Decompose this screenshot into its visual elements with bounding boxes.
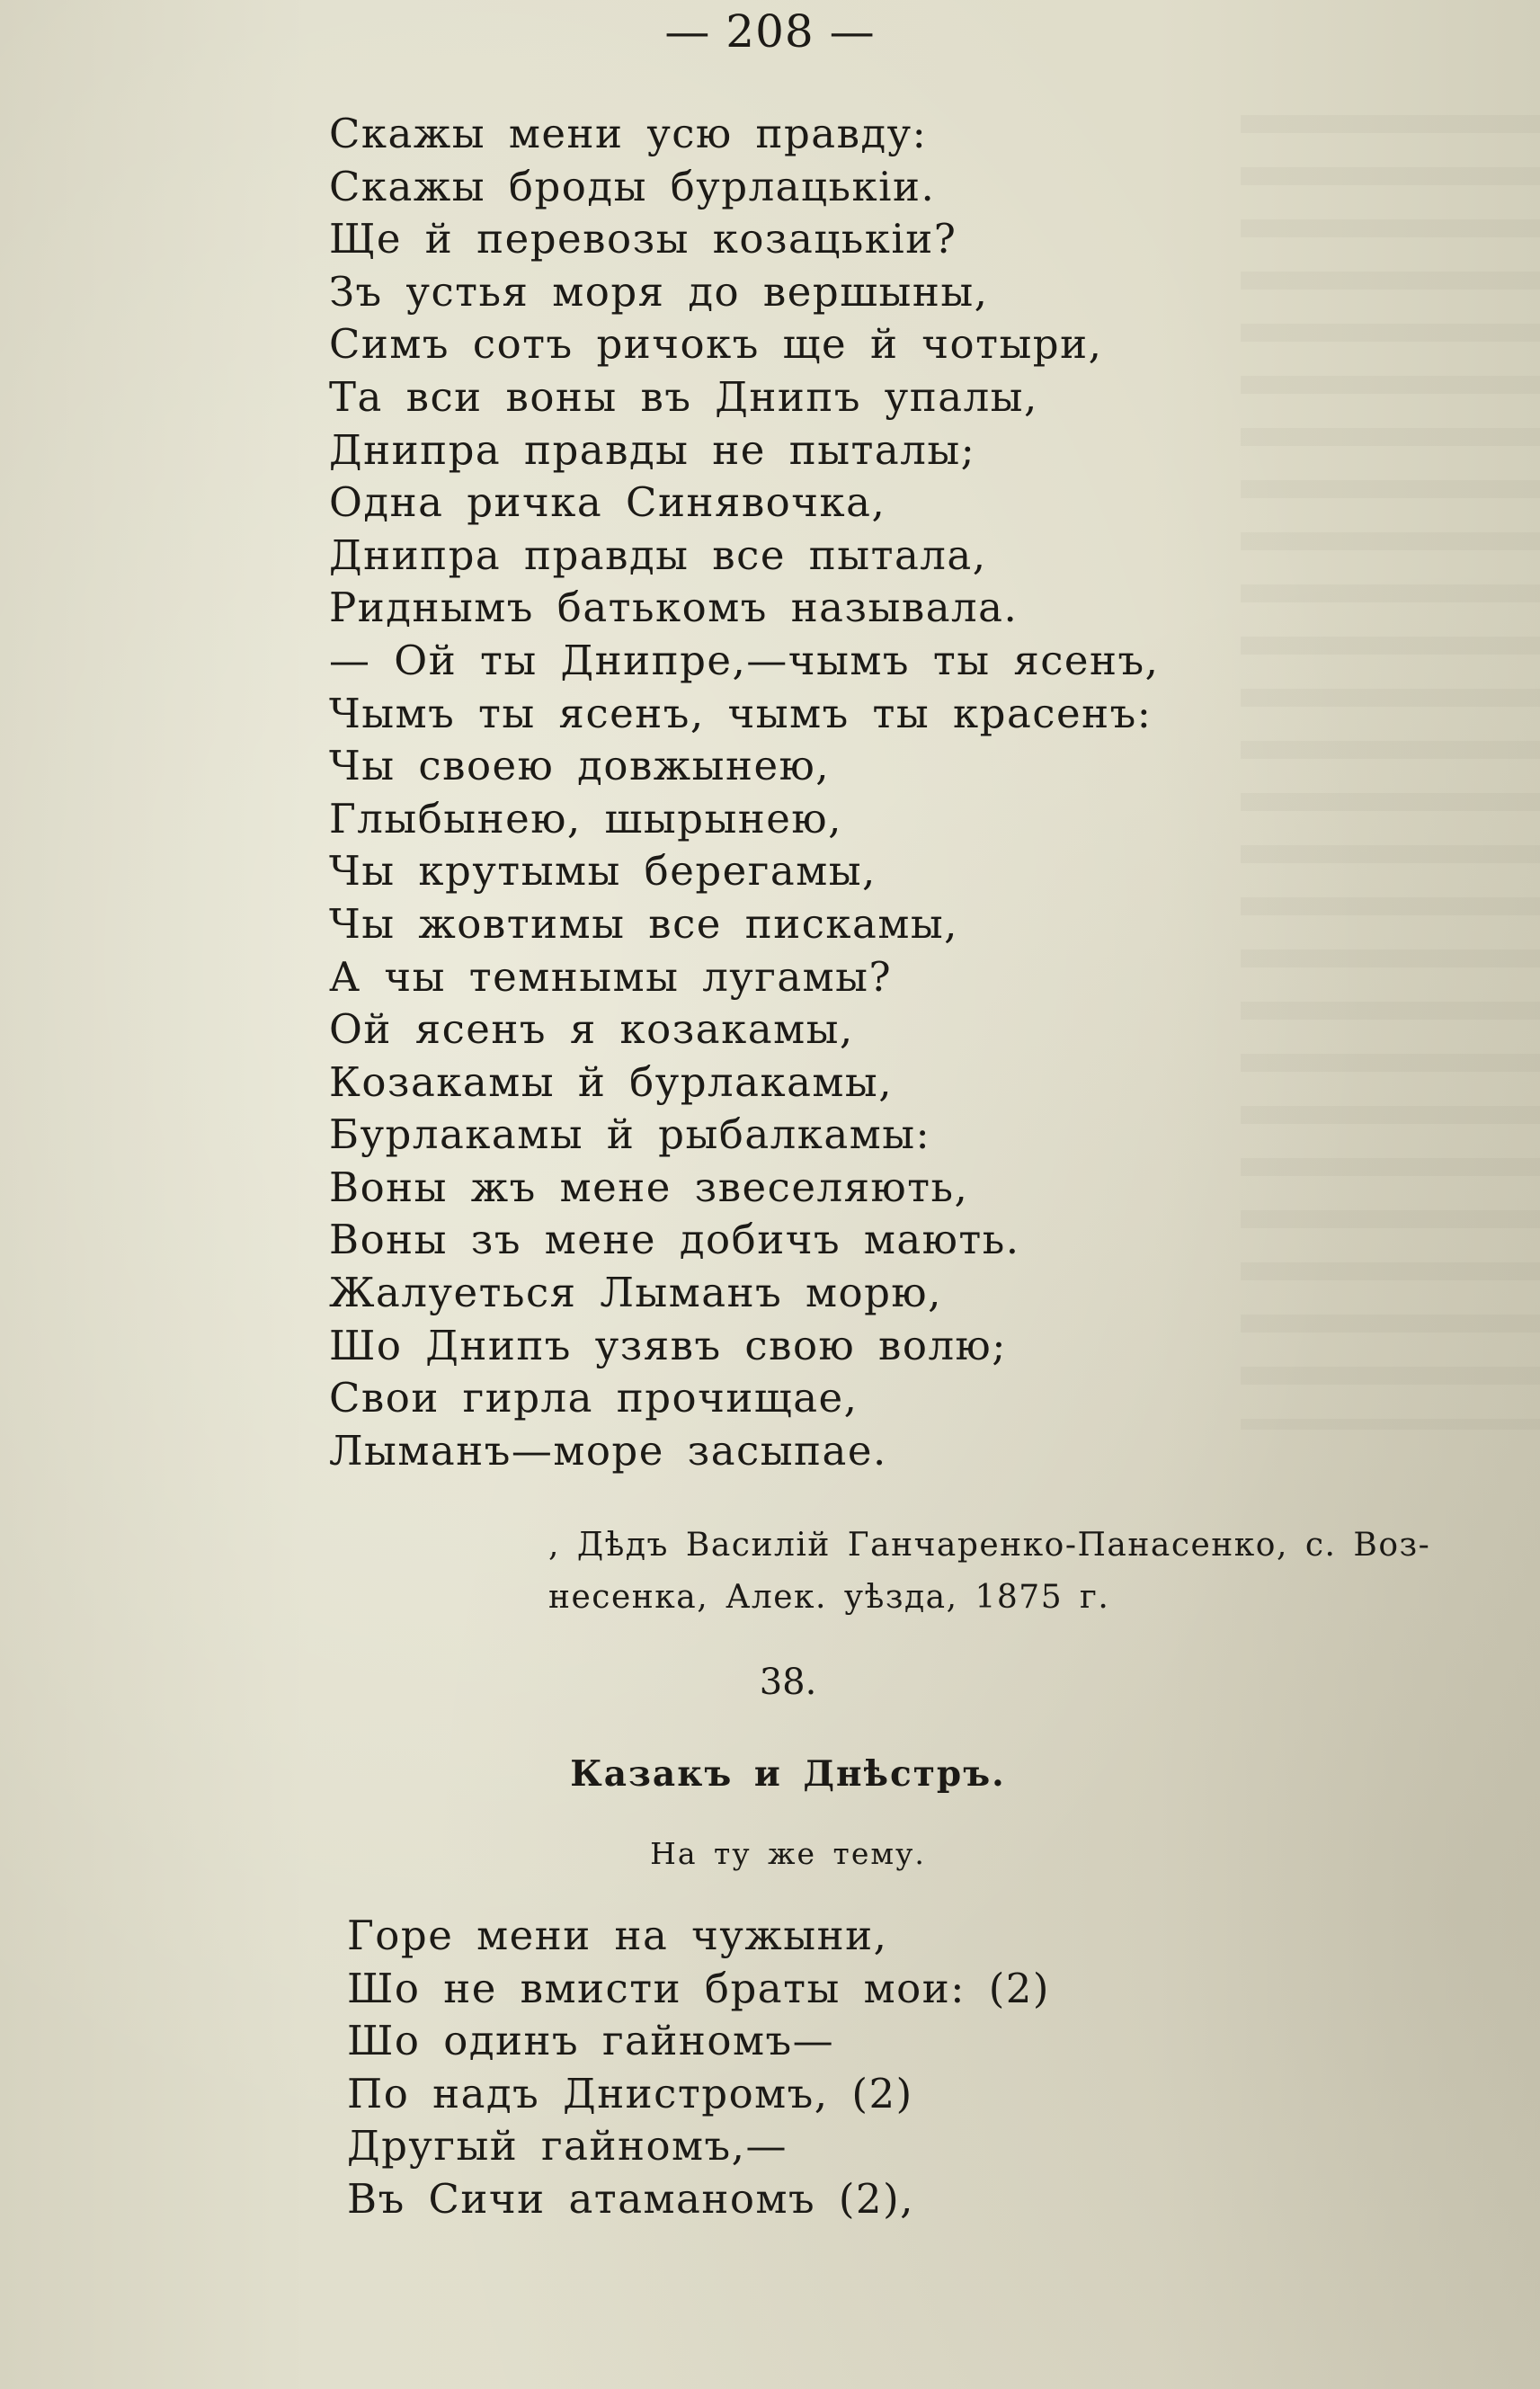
- attribution-line: несенка, Алек. уѣзда, 1875 г.: [548, 1579, 1110, 1616]
- poem-line: Чымъ ты ясенъ, чымъ ты красенъ:: [329, 689, 1153, 737]
- poem-line: Ще й перевозы козацькiи?: [329, 215, 957, 263]
- poem-line: Воны жъ мене звеселяють,: [329, 1163, 969, 1211]
- poem-line: Симъ сотъ ричокъ ще й чотыри,: [329, 320, 1103, 369]
- song-stanza: [347, 1910, 1050, 2226]
- poem-line: Лыманъ—море засыпае.: [329, 1426, 887, 1475]
- poem-line: Бурлакамы й рыбалкамы:: [329, 1110, 931, 1159]
- poem-line: Воны зъ мене добичъ мають.: [329, 1216, 1020, 1264]
- song-title: Казакъ и Днѣстръ.: [570, 1753, 1006, 1795]
- poem-line: Чы крутымы берегамы,: [329, 847, 877, 896]
- poem-stanza: [329, 108, 1159, 1477]
- attribution-line: , Дѣдъ Василiй Ганчаренко-Панасенко, с. Воз-: [548, 1527, 1431, 1564]
- poem-line: Шо одинъ гайномъ—: [347, 2017, 835, 2065]
- poem-line: Риднымъ батькомъ называла.: [329, 584, 1019, 632]
- poem-line: Та вси воны въ Днипъ упалы,: [329, 372, 1038, 421]
- poem-line: Другый гайномъ,—: [347, 2122, 788, 2171]
- poem-line: Глыбынею, шырынею,: [329, 794, 842, 842]
- poem-line: Одна ричка Синявочка,: [329, 478, 886, 527]
- poem-line: Днипра правды не пыталы;: [329, 425, 976, 474]
- song-subtitle: На ту же тему.: [650, 1836, 926, 1871]
- poem-line: Свои гирла прочищае,: [329, 1374, 859, 1422]
- poem-line: По надъ Днистромъ, (2): [347, 2069, 913, 2117]
- poem-line: Днипра правды все пытала,: [329, 530, 987, 579]
- page-number: — 208 —: [664, 5, 876, 58]
- poem-line: Скажы броды бурлацькiи.: [329, 162, 936, 210]
- poem-line: Шо не вмисти браты мои: (2): [347, 1964, 1050, 2012]
- poem-line: — Ой ты Днипре,—чымъ ты ясенъ,: [329, 636, 1160, 684]
- poem-line: Въ Сичи атаманомъ (2),: [347, 2174, 914, 2223]
- poem-line: А чы темнымы лугамы?: [329, 952, 893, 1001]
- poem-line: Козакамы й бурлакамы,: [329, 1057, 894, 1106]
- poem-line: Жалуеться Лыманъ морю,: [329, 1269, 942, 1317]
- bleed-through-text: [1241, 81, 1540, 1430]
- poem-line: Зъ устья моря до вершыны,: [329, 267, 989, 316]
- poem-line: Чы жовтимы все пискамы,: [329, 899, 958, 948]
- poem-line: Ой ясенъ я козакамы,: [329, 1005, 854, 1054]
- poem-line: Шо Днипъ узявъ свою волю;: [329, 1321, 1007, 1369]
- poem-line: Скажы мени усю правду:: [329, 110, 928, 157]
- song-number: 38.: [759, 1662, 817, 1703]
- poem-line: Горе мени на чужыни,: [347, 1912, 888, 1959]
- poem-attribution: [548, 1520, 1519, 1624]
- poem-line: Чы своею довжынею,: [329, 742, 831, 790]
